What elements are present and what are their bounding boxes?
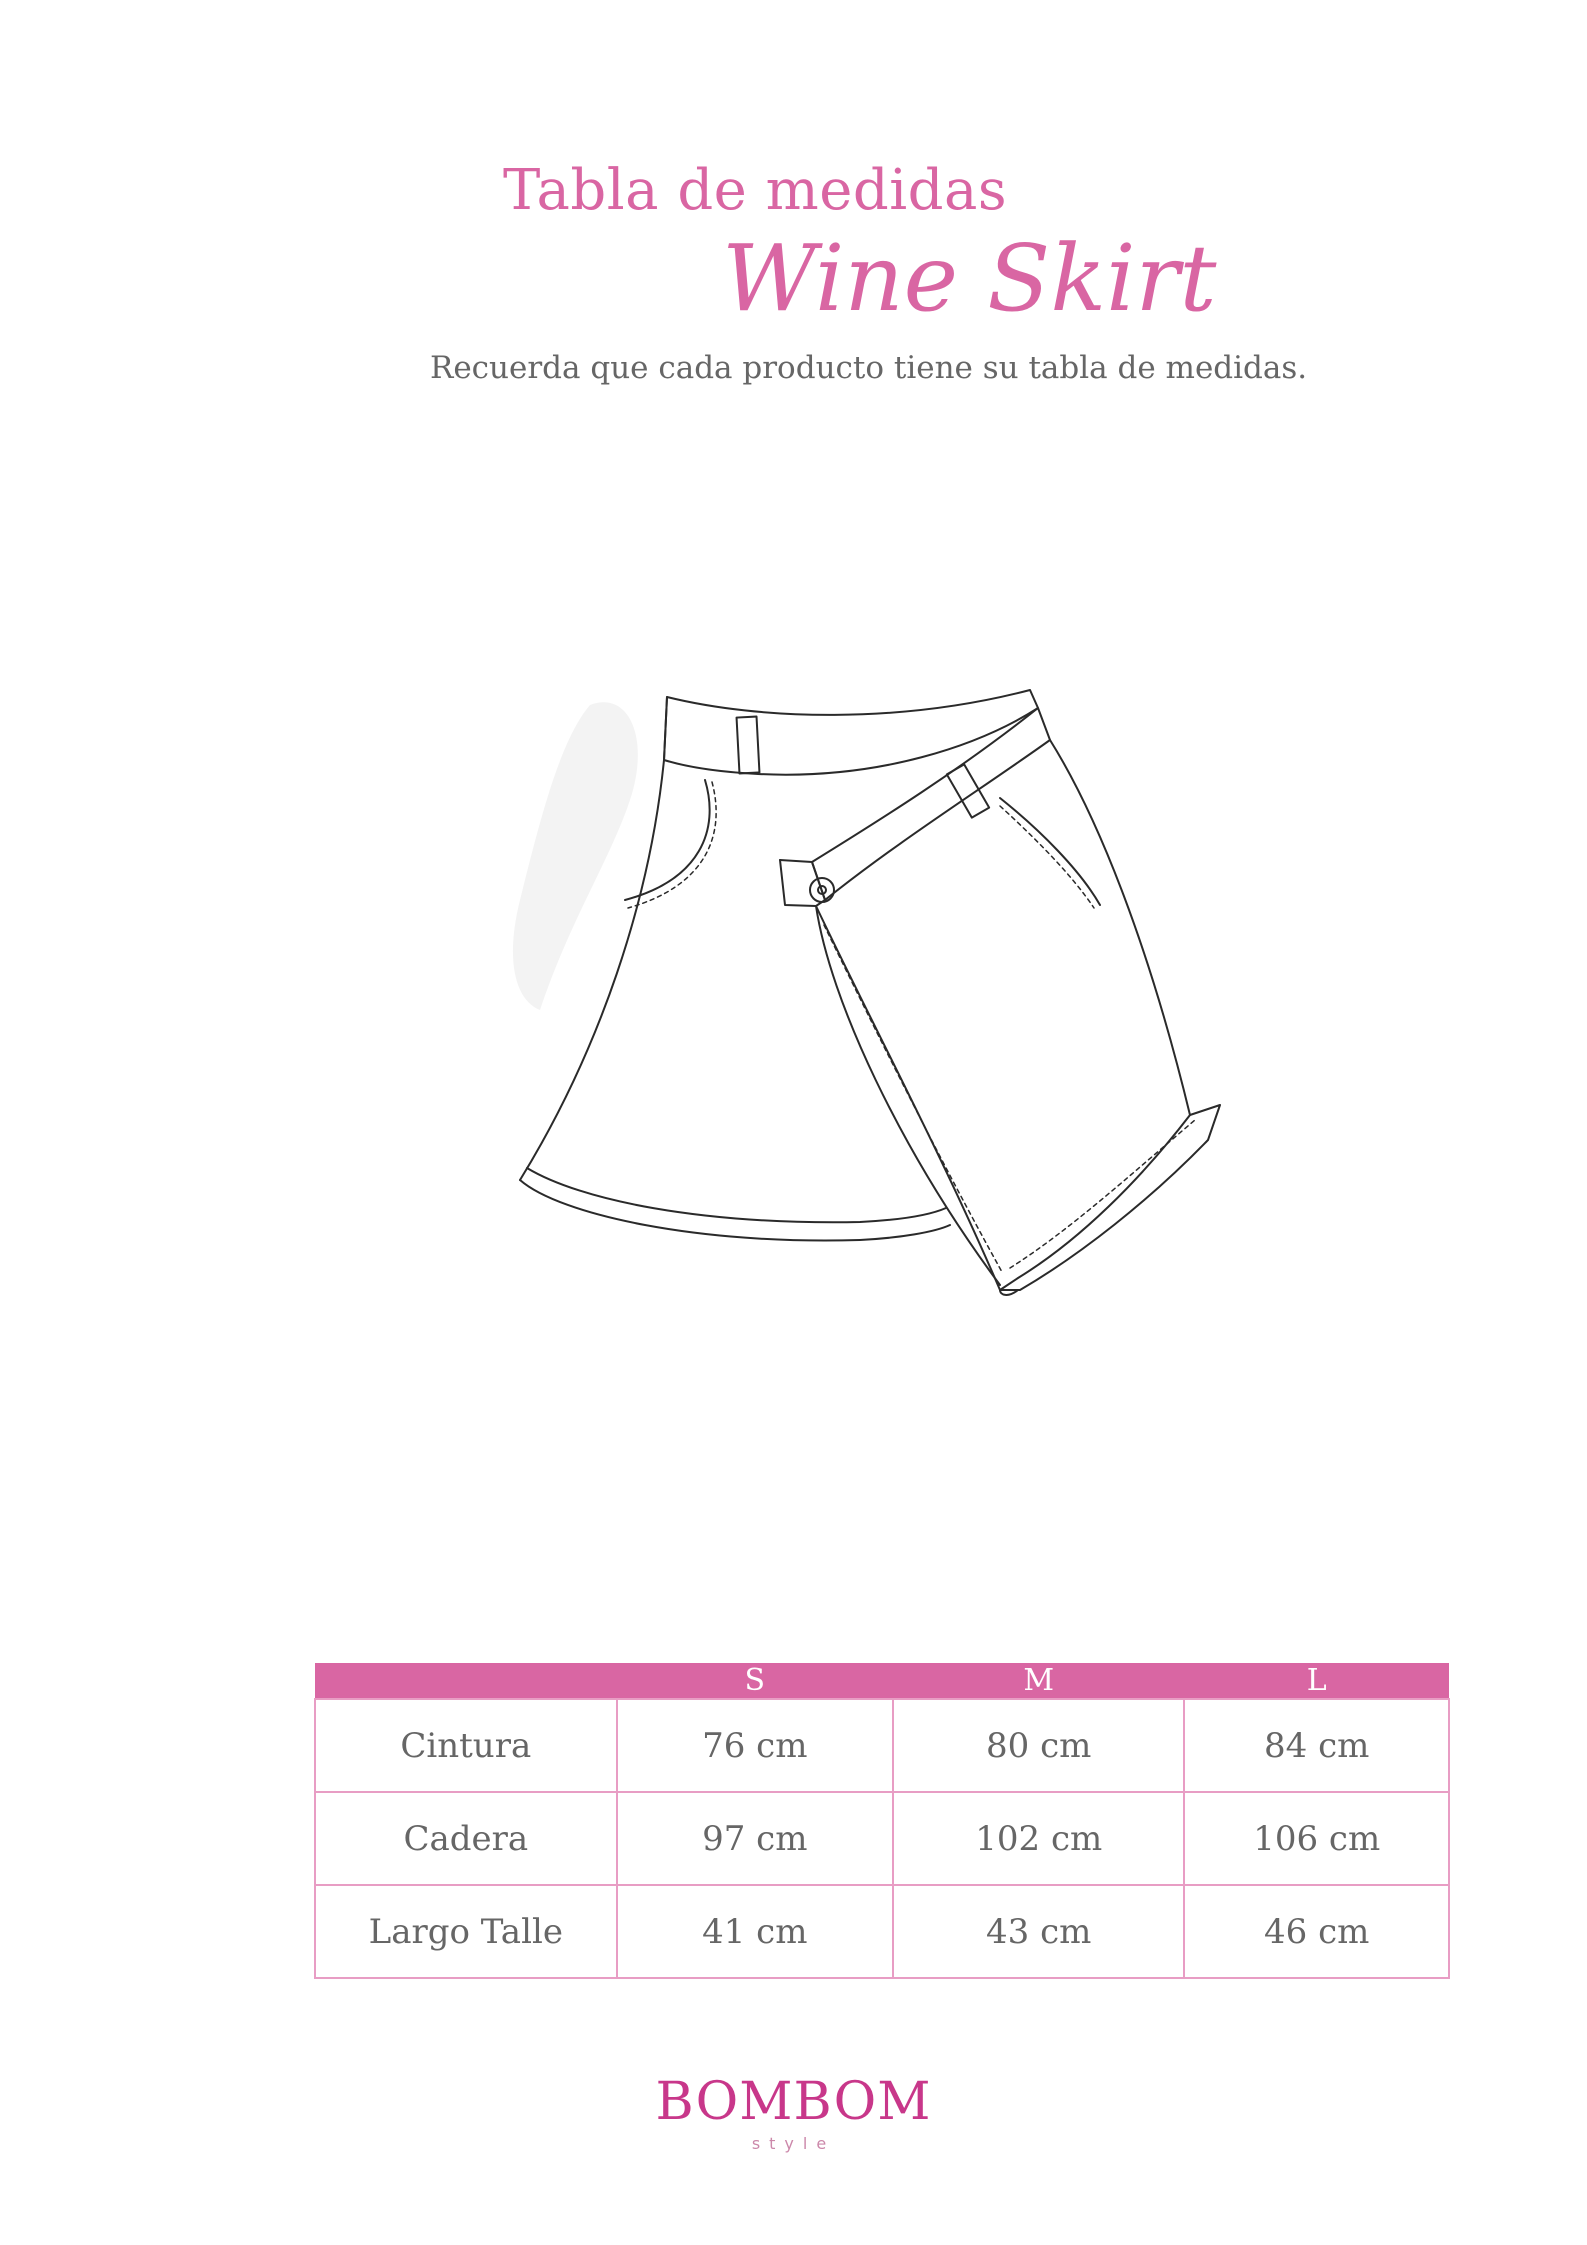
cell-value: 43 cm [893,1885,1184,1978]
size-header-m: M [893,1663,1184,1699]
size-header-s: S [617,1663,893,1699]
cell-value: 76 cm [617,1699,893,1792]
row-label: Cadera [315,1792,617,1885]
size-table [314,1663,1450,1979]
brand-logo [0,2072,1587,2153]
row-label: Cintura [315,1699,617,1792]
page-title: Tabla de medidas [503,158,1008,223]
cell-value: 106 cm [1184,1792,1449,1885]
page-subtitle: Recuerda que cada producto tiene su tabla de medidas. [430,350,1308,386]
size-header-row [315,1663,1449,1699]
table-row [315,1699,1449,1792]
cell-value: 102 cm [893,1792,1184,1885]
brand-name: BOMBOM [655,2072,932,2132]
cell-value: 41 cm [617,1885,893,1978]
cell-value: 80 cm [893,1699,1184,1792]
skirt-line-drawing-icon [500,670,1240,1310]
product-name: Wine Skirt [722,225,1217,332]
cell-value: 46 cm [1184,1885,1449,1978]
size-header-corner [315,1663,617,1699]
table-row [315,1885,1449,1978]
cell-value: 97 cm [617,1792,893,1885]
brand-tagline: style [751,2134,836,2153]
size-header-l: L [1184,1663,1449,1699]
table-row [315,1792,1449,1885]
cell-value: 84 cm [1184,1699,1449,1792]
row-label: Largo Talle [315,1885,617,1978]
